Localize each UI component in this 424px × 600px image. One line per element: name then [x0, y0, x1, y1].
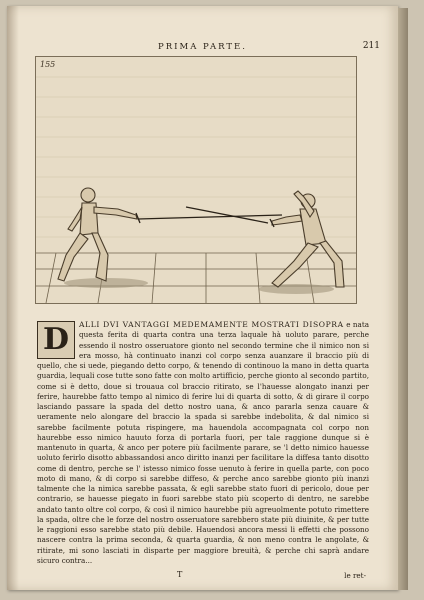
engraving-plate [35, 56, 357, 304]
opening-line: ALLI DVI VANTAGGI MEDEMAMENTE MOSTRATI DISOPRA [79, 320, 344, 329]
treatise-text [37, 320, 369, 568]
drop-cap: D [37, 321, 75, 359]
fencing-illustration [36, 57, 356, 303]
plate-number: 155 [40, 60, 56, 69]
body-paragraph: e nata questa ferita di quarta contra una terza laquale hà uoluto parare, perche essendo il nostro osseruatore gionto nel secondo termine che il nimico non si era mosso, hà continuato inanzi col corpo senza auanzare il braccio più di quello, che si uede, piegando detto corpo, & tenendo di continouo la mano in detta quarta guardia, lequali cose tutte sono fatte con molto artifficio, perche gionto al secondo partito, come si è detto, doue si trouaua col braccio ritirato, se l'hauesse alongato inanzi per ferire, haurebbe fatto tempo al nimico di ferire lui di quarta di sotto, & di girare il corpo lasciando passare la spada del detto nostro uana, & anco pararla senza cauare & ueramente nelo alongare del braccio la spada si sarebbe indebolita, & dal nimico si sarebbe facilmente potuta rispingere, ma hauendola accompagnata col corpo non haurebbe esso nimico hauuto forza di portarla fuori, per tale raggione dunque si è mantenuto in quarta, & anco per potere più facilmente parare, se 'l detto nimico hauesse uoluto ferirlo disotto abbassandosi anco diritto inanzi per facilitare la diffesa tanto disotto come di dentro, perche se l' istesso nimico fosse uenuto à ferire in quella parte, con poco moto di mano, & di corpo si sarebbe diffeso, & perche anco sarebbe gionto più inanzi talmente che la nimica sarebbe passata, & egli sarebbe stato fuori di pericolo, doue per contrario, se hauesse piegato in fuori sarebbe stato più scoperto di dentro, ne sarebbe andato tanto oltre col corpo, & così il nimico haurebbe più agreuolmente potuto rimettere la spada, oltre che le forze del nostro osseruatore sarebbero state più diuinite, & per tutte le raggioni esso sarebbe stato più debile. Hauendosi ancora messi li effetti che possono nascere contra la prima seconda, & quarta guardia, & non meno contra le angolate, & ritirate, mi sono lasciati in disparte per maggiore breuità, & perche chi saprà andare sicuro contra... [37, 320, 369, 565]
page-number: 211 [362, 41, 380, 51]
page-edge [398, 8, 408, 590]
gutter-shadow [7, 6, 19, 590]
catchword: le ret- [344, 571, 366, 580]
shadow-right [258, 284, 334, 294]
tiled-floor [36, 253, 356, 303]
left-fencer [58, 188, 137, 281]
signature-mark: T [177, 570, 183, 579]
running-head: PRIMA PARTE. [158, 42, 247, 52]
book-page [7, 6, 398, 590]
right-fencer [272, 191, 344, 287]
